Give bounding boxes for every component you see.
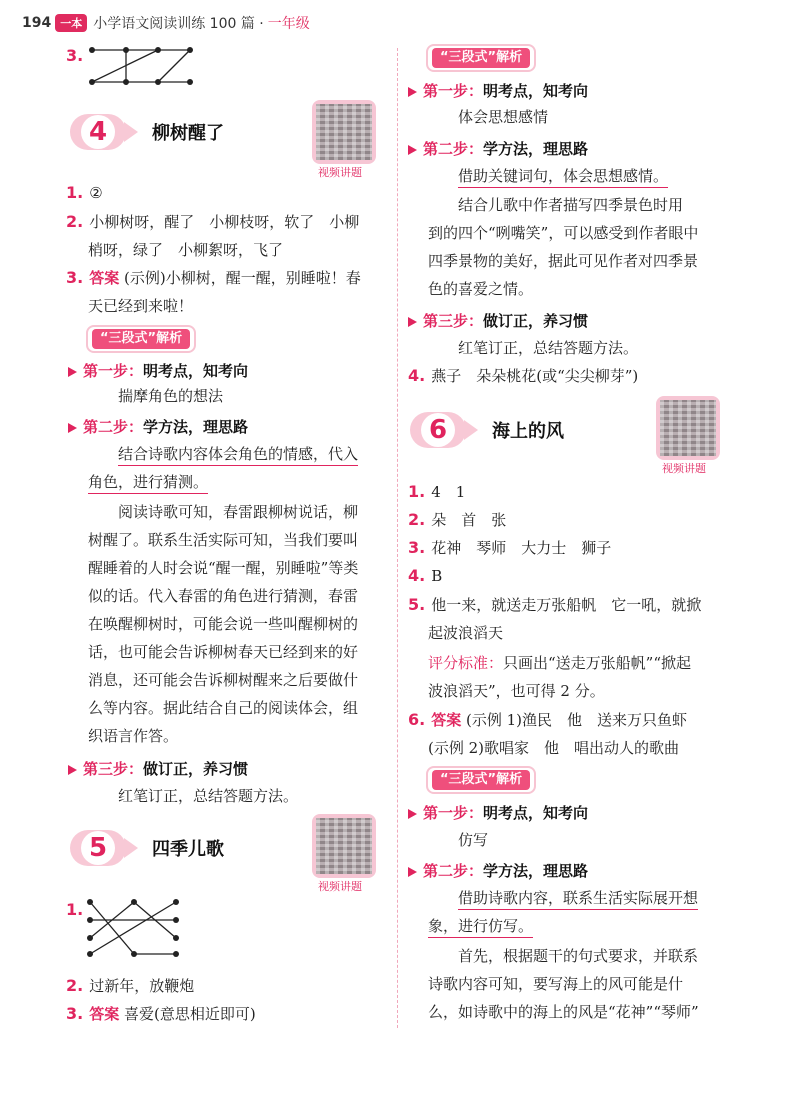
step-2-text: 借助关键词句，体会思想感情。 [458,166,668,186]
answer-line: 梢呀，绿了 小柳絮呀，飞了 [88,241,284,259]
step-1: 第一步：明考点，知考向 [408,802,588,823]
series-pill: 一本 [55,14,87,32]
paragraph-line: 消息，还可能会告诉柳树醒来之后要做什 [88,671,359,689]
three-step-tag: “三段式”解析 [432,770,530,790]
section-4-heading [70,112,224,152]
paragraph-line: 织语言作答。 [88,727,179,745]
section-title: 海上的风 [492,421,564,442]
answer-line: 3. 答案 喜爱(意思相近即可) [66,1004,256,1023]
step-2-text: 象，进行仿写。 [428,916,533,936]
paragraph-line: 结合儿歌中作者描写四季景色时用 [458,196,684,214]
page-number: 194 [22,15,52,31]
step-2-text: 结合诗歌内容体会角色的情感，代入 [118,444,358,464]
answer-line: 4. B [408,566,443,585]
answer-number: 3. [66,46,84,65]
answer-line: 2. 朵 首 张 [408,510,507,529]
qr-label: 视频讲题 [318,166,362,179]
answer-line: (示例 2)歌唱家 他 唱出动人的歌曲 [428,739,680,757]
step-2-text: 角色，进行猜测。 [88,472,208,492]
qr-label: 视频讲题 [318,880,362,893]
step-3-text: 红笔订正，总结答题方法。 [118,787,299,805]
paragraph-line: 首先，根据题干的句式要求，并联系 [458,947,699,965]
paragraph-line: 醒睡着的人时会说“醒一醒，别睡啦”等类 [88,559,359,577]
step-1-text: 体会思想感情 [458,108,549,126]
answer-line: 天已经到来啦！ [88,297,194,315]
column-divider [397,48,398,1028]
section-number-badge: 6 [410,412,466,448]
qr-code[interactable] [312,100,376,164]
step-1: 第一步：明考点，知考向 [408,80,588,101]
answer-line: 3. 答案 (示例)小柳树，醒一醒，别睡啦！春 [66,268,361,287]
section-number-badge: 5 [70,830,126,866]
step-1: 第一步：明考点，知考向 [68,360,248,381]
three-step-tag: “三段式”解析 [432,48,530,68]
section-number-badge: 4 [70,114,126,150]
answer-line: 1. 4 1 [408,482,466,501]
answer-number: 1. [66,900,84,919]
section-6-heading [410,410,564,450]
answer-line: 5. 他一来，就送走万张船帆 它一吼，就掀 [408,595,702,614]
answer-line: 起波浪滔天 [428,624,504,642]
answer-line: 4. 燕子 朵朵桃花(或“尖尖柳芽”) [408,366,639,385]
step-3: 第三步：做订正，养习惯 [408,310,588,331]
paragraph-line: 么，如诗歌中的海上的风是“花神”“琴师” [428,1003,699,1021]
paragraph-line: 到的四个“咧嘴笑”，可以感受到作者眼中 [428,224,699,242]
paragraph-line: 么等内容。据此结合自己的阅读体会，组 [88,699,359,717]
qr-label: 视频讲题 [662,462,706,475]
step-2: 第二步：学方法，理思路 [408,860,588,881]
paragraph-line: 话，也可能会告诉柳树春天已经到来的好 [88,643,359,661]
section-5-heading [70,828,224,868]
page-header [22,10,310,36]
answer-line: 3. 花神 琴师 大力士 狮子 [408,538,612,557]
book-title: 小学语文阅读训练 100 篇 · [93,16,264,32]
section-title: 四季儿歌 [152,839,224,860]
step-1-text: 仿写 [458,831,489,849]
three-step-tag: “三段式”解析 [92,329,190,349]
matching-diagram-q3 [86,44,196,88]
paragraph-line: 色的喜爱之情。 [428,280,534,298]
answer-line: 2. 过新年，放鞭炮 [66,976,195,995]
paragraph-line: 诗歌内容可知，要写海上的风可能是什 [428,975,684,993]
paragraph-line: 树醒了。联系生活实际可知，当我们要叫 [88,531,359,549]
answer-line: 6. 答案 (示例 1)渔民 他 送来万只鱼虾 [408,710,688,729]
paragraph-line: 四季景物的美好，据此可见作者对四季景 [428,252,699,270]
paragraph-line: 阅读诗歌可知，春雷跟柳树说话，柳 [118,503,359,521]
step-2-text: 借助诗歌内容，联系生活实际展开想 [458,888,698,908]
answer-line: 2. 小柳树呀，醒了 小柳枝呀，软了 小柳 [66,212,360,231]
step-1-text: 揣摩角色的想法 [118,387,224,405]
answer-line: 1. ② [66,183,103,202]
score-criteria: 波浪滔天”，也可得 2 分。 [428,682,605,700]
step-2: 第二步：学方法，理思路 [408,138,588,159]
grade-label: 一年级 [267,16,310,32]
qr-code[interactable] [656,396,720,460]
matching-diagram-s5 [84,896,184,958]
step-2: 第二步：学方法，理思路 [68,416,248,437]
step-3-text: 红笔订正，总结答题方法。 [458,339,639,357]
paragraph-line: 在唤醒柳树时，可能会说一些叫醒柳树的 [88,615,359,633]
qr-code[interactable] [312,814,376,878]
section-title: 柳树醒了 [152,123,224,144]
step-3: 第三步：做订正，养习惯 [68,758,248,779]
score-criteria: 评分标准：只画出“送走万张船帆”“掀起 [428,654,692,672]
paragraph-line: 似的话。代入春雷的角色进行猜测，春雷 [88,587,359,605]
